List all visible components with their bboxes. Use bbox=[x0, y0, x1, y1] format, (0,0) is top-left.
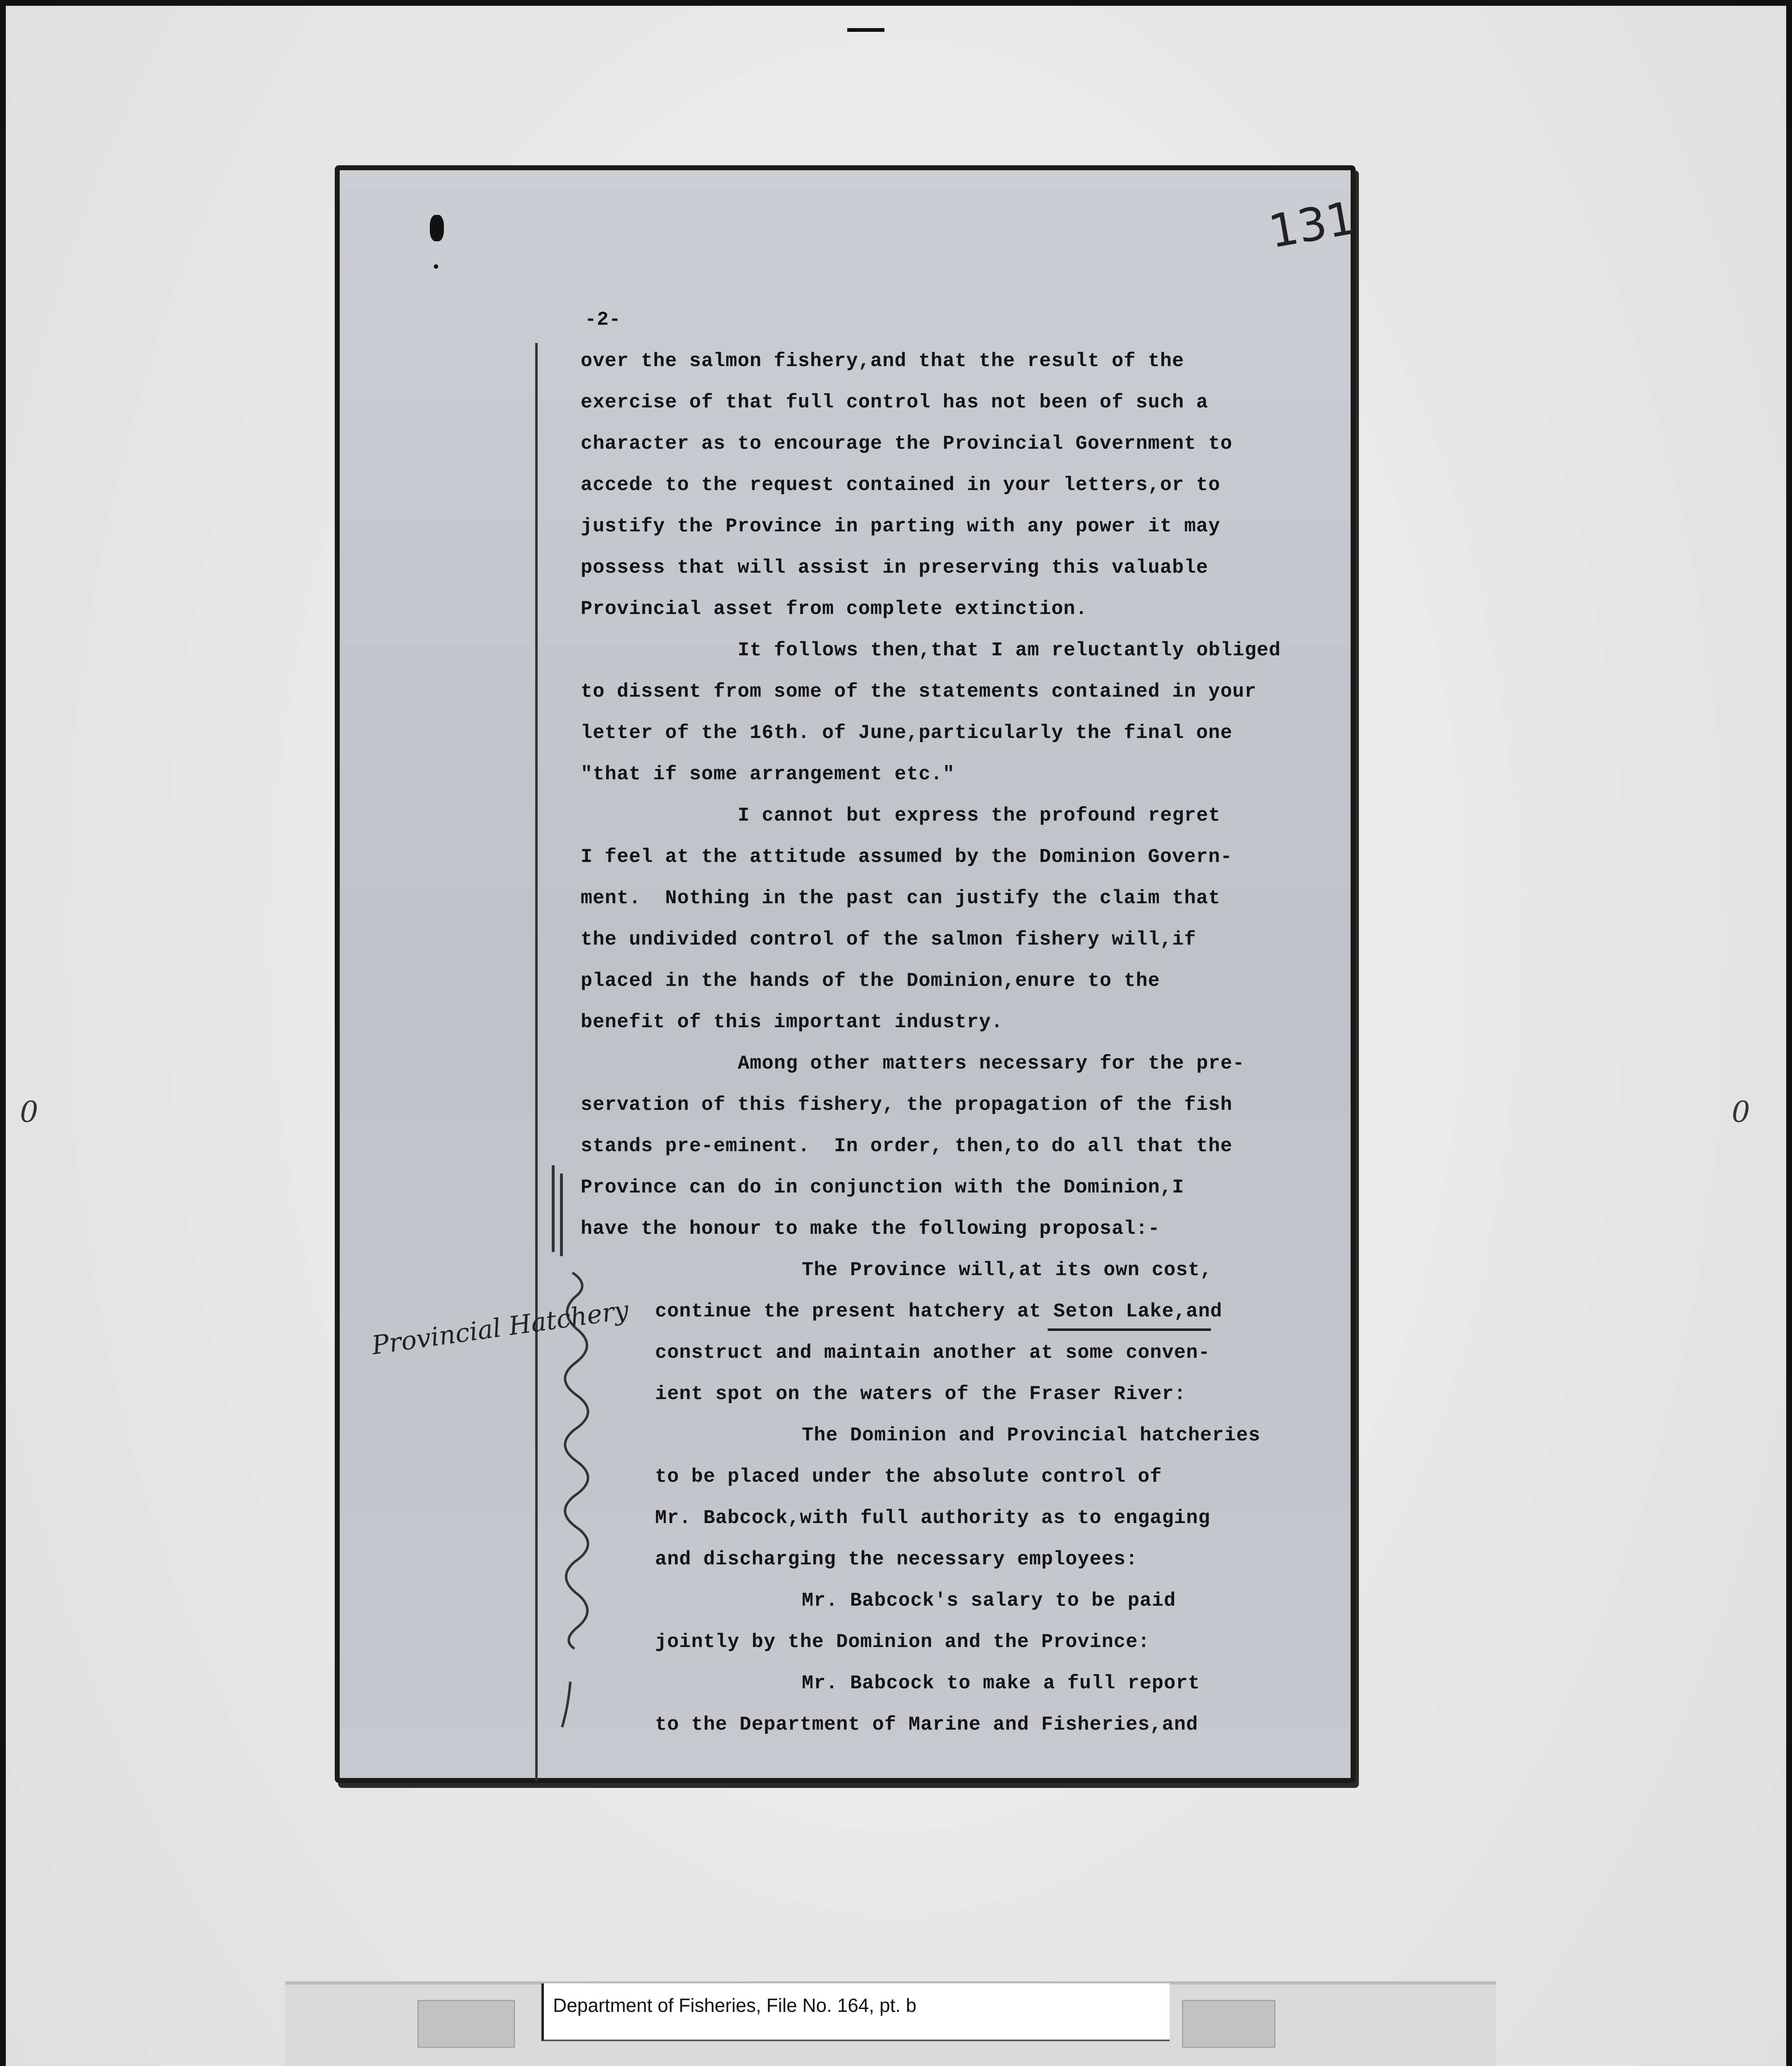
text-line: to the Department of Marine and Fisheries,and bbox=[655, 1714, 1199, 1736]
text-line: Province can do in conjunction with the Dominion,I bbox=[581, 1177, 1184, 1199]
text-line: Mr. Babcock's salary to be paid bbox=[802, 1590, 1176, 1612]
text-line: The Dominion and Provincial hatcheries bbox=[802, 1425, 1261, 1447]
text-line: and discharging the necessary employees: bbox=[655, 1549, 1138, 1571]
margin-squiggle-mark bbox=[550, 1269, 603, 1731]
margin-bar-2 bbox=[560, 1173, 563, 1256]
scan-edge-mark-right: 0 bbox=[1732, 1095, 1750, 1129]
handwritten-margin-note: Provincial Hatchery bbox=[369, 1295, 631, 1361]
text-line: possess that will assist in preserving this valuable bbox=[581, 557, 1208, 579]
text-line: stands pre-eminent. In order, then,to do all that the bbox=[581, 1135, 1233, 1157]
margin-rule bbox=[535, 343, 538, 1781]
text-line: ment. Nothing in the past can justify the claim that bbox=[581, 888, 1220, 909]
text-line: over the salmon fishery,and that the result of the bbox=[581, 350, 1184, 372]
text-line: I cannot but express the profound regret bbox=[738, 805, 1221, 827]
text-line: letter of the 16th. of June,particularly the final one bbox=[581, 722, 1233, 744]
text-line: continue the present hatchery at Seton Lake,and bbox=[655, 1301, 1222, 1323]
text-line: construct and maintain another at some conven- bbox=[655, 1342, 1211, 1364]
text-line: Provincial asset from complete extinction. bbox=[581, 598, 1088, 620]
text-line: Mr. Babcock,with full authority as to engaging bbox=[655, 1507, 1211, 1529]
file-reference-label: Department of Fisheries, File No. 164, pt. b bbox=[541, 1983, 1170, 2041]
tape-strip bbox=[417, 2000, 515, 2048]
scan-registration-mark bbox=[847, 28, 884, 32]
folio-number: 131 bbox=[1265, 191, 1360, 259]
text-line: I feel at the attitude assumed by the Dominion Govern- bbox=[581, 846, 1233, 868]
text-line: "that if some arrangement etc." bbox=[581, 764, 955, 785]
text-line: placed in the hands of the Dominion,enure to the bbox=[581, 970, 1160, 992]
text-line: The Province will,at its own cost, bbox=[802, 1259, 1212, 1281]
text-line: accede to the request contained in your letters,or to bbox=[581, 474, 1220, 496]
text-line: jointly by the Dominion and the Province: bbox=[655, 1631, 1150, 1653]
text-line: to dissent from some of the statements contained in your bbox=[581, 681, 1257, 703]
tape-strip bbox=[1182, 2000, 1275, 2048]
text-line: Mr. Babcock to make a full report bbox=[802, 1673, 1200, 1695]
margin-bar-1 bbox=[552, 1165, 555, 1252]
text-line: the undivided control of the salmon fishery will,if bbox=[581, 929, 1196, 951]
text-line: ient spot on the waters of the Fraser River: bbox=[655, 1383, 1187, 1405]
text-line: servation of this fishery, the propagation of the fish bbox=[581, 1094, 1233, 1116]
seton-lake-underline bbox=[1048, 1328, 1211, 1331]
text-line: have the honour to make the following proposal:- bbox=[581, 1218, 1160, 1240]
ink-dot bbox=[434, 264, 438, 269]
text-line: justify the Province in parting with any power it may bbox=[581, 516, 1220, 538]
text-line: exercise of that full control has not been of such a bbox=[581, 392, 1208, 414]
text-line: benefit of this important industry. bbox=[581, 1012, 1003, 1033]
text-line: Among other matters necessary for the pre- bbox=[738, 1053, 1245, 1075]
text-line: to be placed under the absolute control of bbox=[655, 1466, 1162, 1488]
text-line: character as to encourage the Provincial Government to bbox=[581, 433, 1233, 455]
scan-edge-mark-left: 0 bbox=[20, 1095, 38, 1129]
page-marker: -2- bbox=[585, 309, 621, 331]
ink-blot bbox=[430, 215, 444, 241]
text-line: It follows then,that I am reluctantly obliged bbox=[738, 640, 1281, 662]
